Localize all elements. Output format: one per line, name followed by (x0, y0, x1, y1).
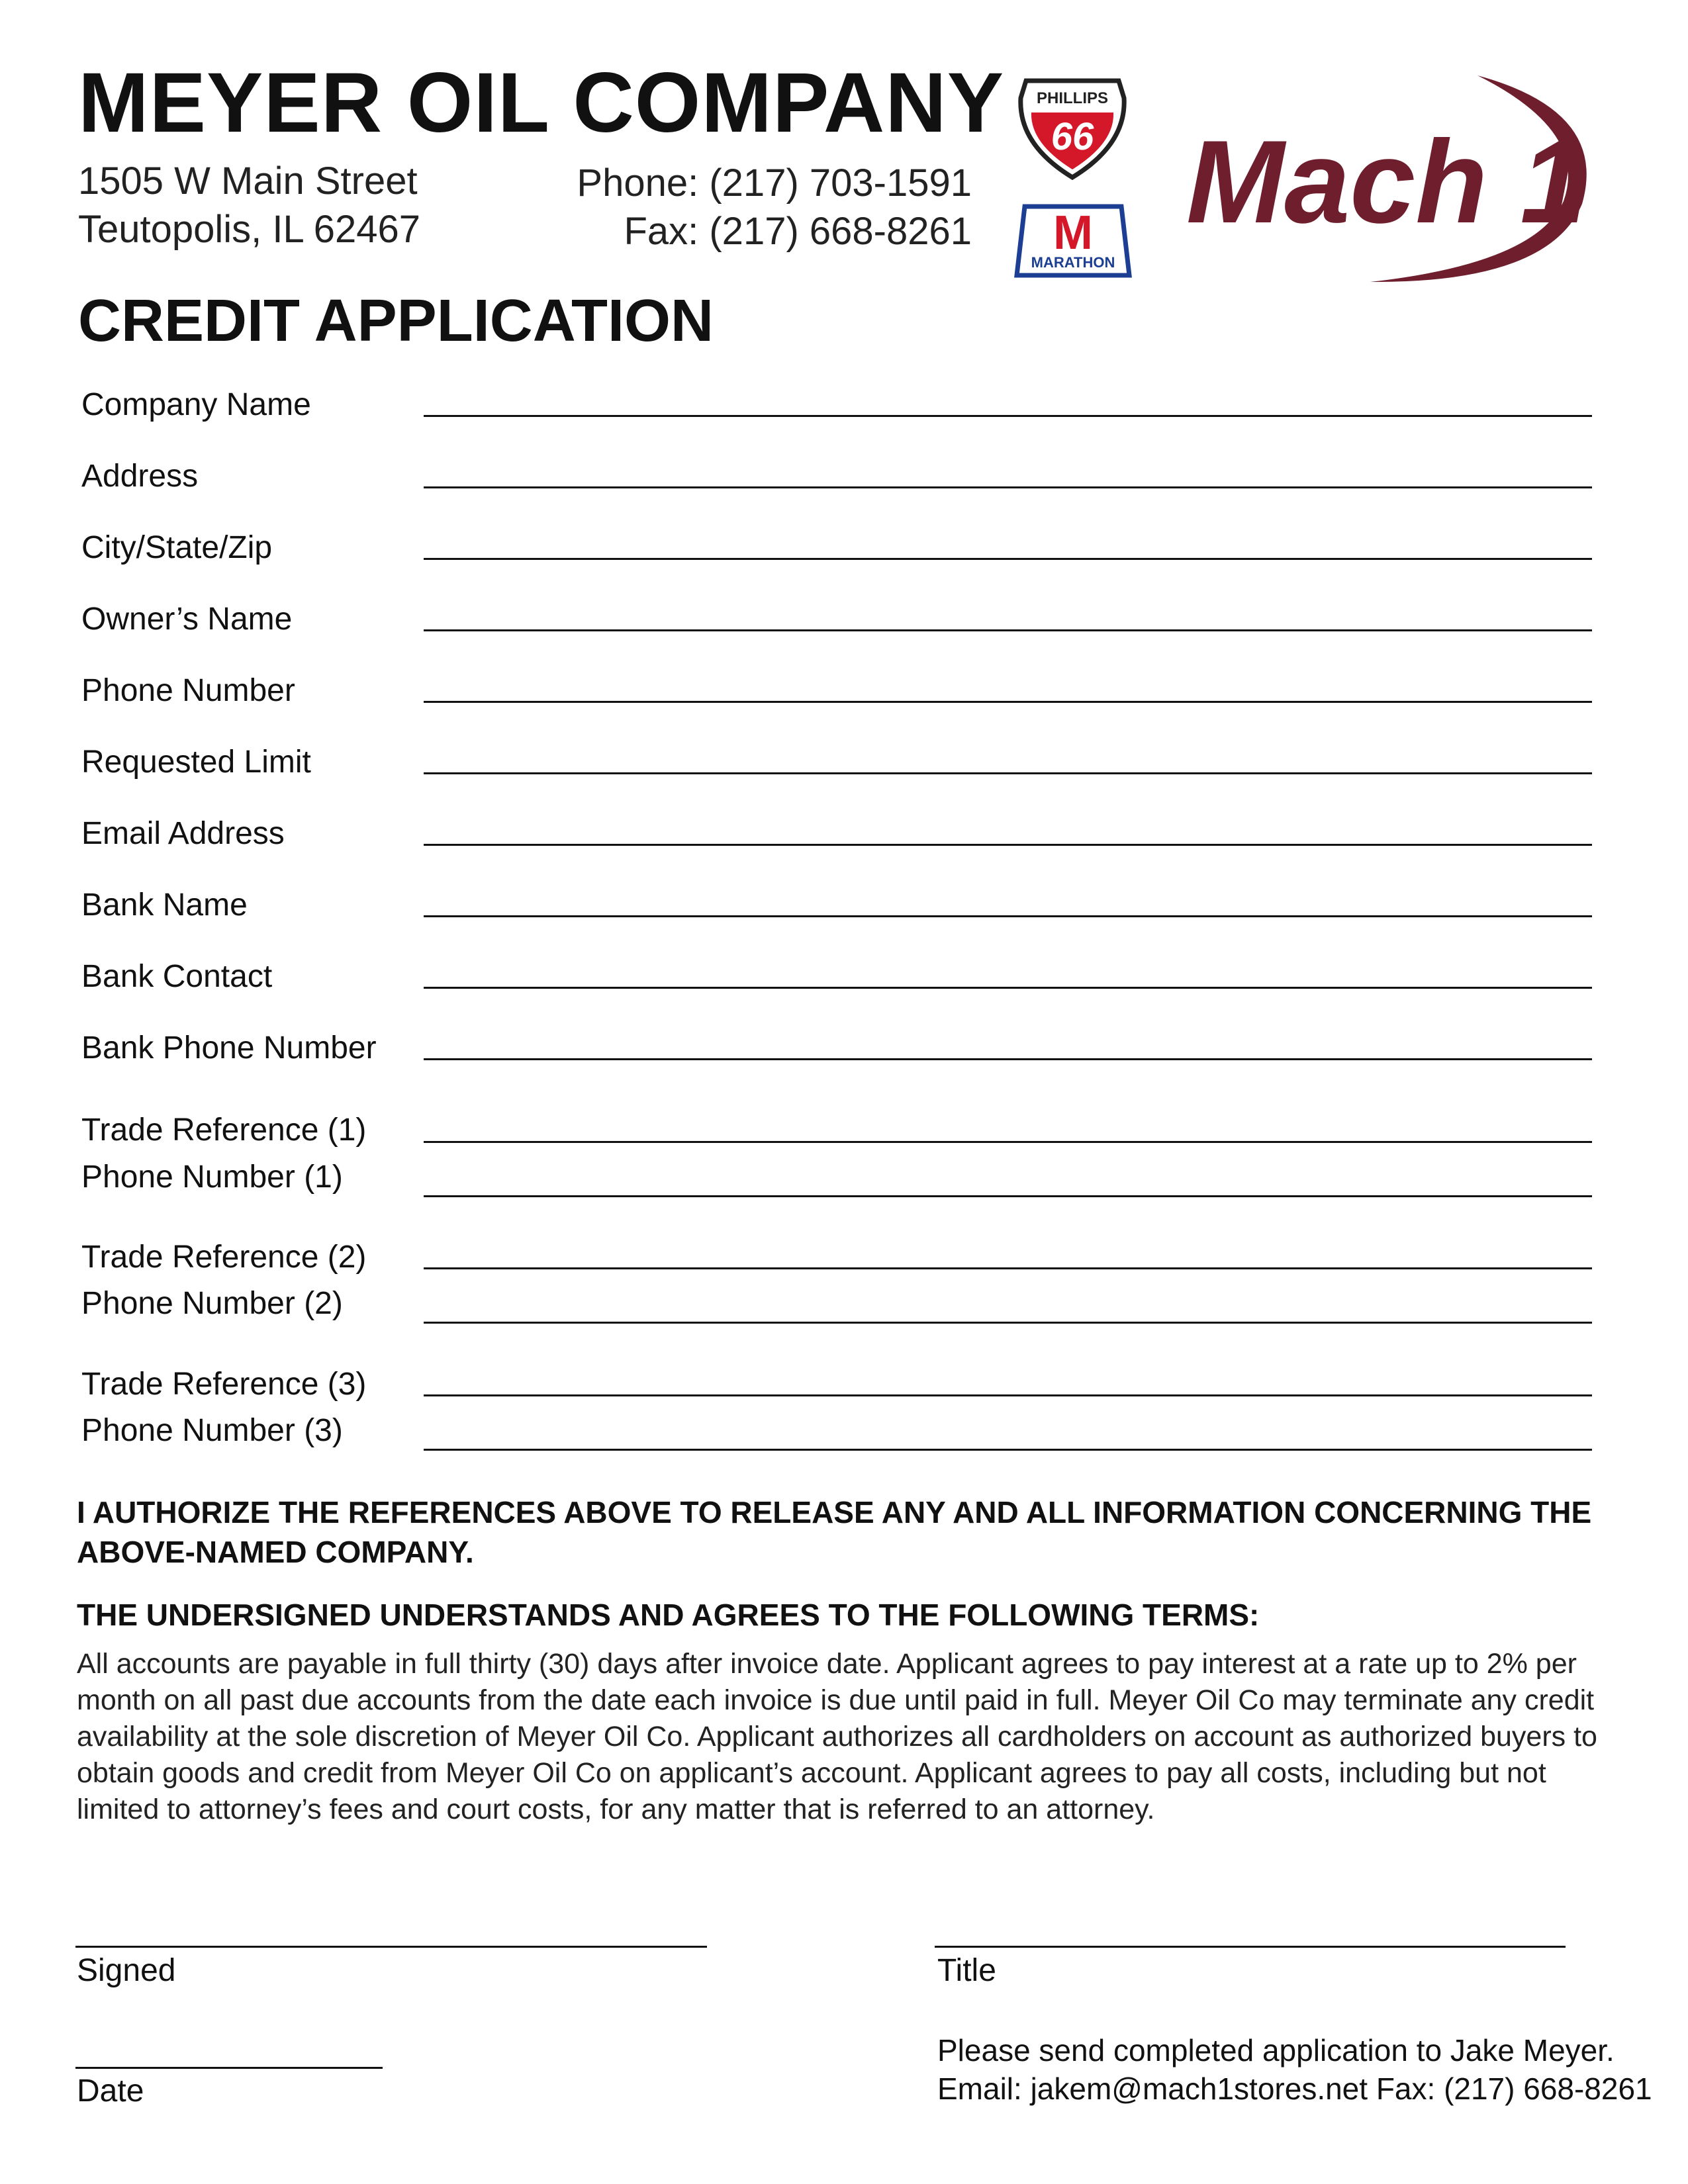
signed-label: Signed (77, 1953, 176, 1988)
field-label-email-address: Email Address (81, 816, 285, 851)
field-line-requested-limit[interactable] (424, 772, 1592, 774)
marathon-logo (1011, 192, 1135, 290)
field-label-trade-reference-2: Trade Reference (2) (81, 1240, 367, 1275)
field-label-bank-contact: Bank Contact (81, 959, 273, 994)
mach1-wordmark: Mach 1 (1186, 116, 1586, 248)
field-line-address[interactable] (424, 486, 1592, 488)
terms-heading: THE UNDERSIGNED UNDERSTANDS AND AGREES TO THE FOLLOWING TERMS: (77, 1598, 1260, 1632)
field-line-trade-reference-1[interactable] (424, 1141, 1592, 1143)
company-phone: Phone: (217) 703-1591 (577, 161, 972, 205)
field-line-company-name[interactable] (424, 415, 1592, 417)
field-label-trade-reference-1: Trade Reference (1) (81, 1113, 367, 1148)
field-line-trade-phone-3[interactable] (424, 1449, 1592, 1451)
field-label-trade-reference-3: Trade Reference (3) (81, 1367, 367, 1402)
field-label-trade-phone-2: Phone Number (2) (81, 1286, 343, 1321)
title-label: Title (937, 1953, 996, 1988)
signed-line[interactable] (75, 1946, 707, 1948)
terms-body: All accounts are payable in full thirty (30) days after invoice date. Applicant agrees to pay interest at a rate up to 2% per month on all past due accounts from the date each invoice is due until paid in full. Meyer Oil Co may terminate any credit availability at the sole discretion of Meyer Oil Co. Applicant authorizes all cardholders on account as authorized buyers to obtain goods and credit from Meyer Oil Co on applicant’s account. Applicant agrees to pay all costs, including but not limited to attorney’s fees and court costs, for any matter that is referred to an attorney. (77, 1648, 1597, 1825)
authorization-statement: I AUTHORIZE THE REFERENCES ABOVE TO RELEASE ANY AND ALL INFORMATION CONCERNING THE ABOVE-NAMED COMPANY. (77, 1495, 1592, 1569)
phillips-66-number: 66 (1051, 115, 1094, 158)
company-fax: Fax: (217) 668-8261 (624, 210, 972, 253)
marathon-name: MARATHON (1031, 254, 1115, 271)
marathon-letter: M (1053, 206, 1093, 259)
title-line[interactable] (935, 1946, 1566, 1948)
phillips-66-top-text: PHILLIPS (1036, 89, 1109, 107)
field-line-bank-phone-number[interactable] (424, 1058, 1592, 1060)
field-label-owners-name: Owner’s Name (81, 602, 293, 637)
field-label-city-state-zip: City/State/Zip (81, 530, 273, 565)
field-line-email-address[interactable] (424, 844, 1592, 846)
address-line-2: Teutopolis, IL 62467 (78, 208, 421, 251)
field-line-city-state-zip[interactable] (424, 558, 1592, 560)
field-label-requested-limit: Requested Limit (81, 745, 311, 780)
address-line-1: 1505 W Main Street (78, 159, 418, 203)
field-label-trade-phone-3: Phone Number (3) (81, 1413, 343, 1448)
document-title: CREDIT APPLICATION (78, 288, 714, 354)
field-line-phone-number[interactable] (424, 701, 1592, 703)
phillips-66-logo (1014, 71, 1131, 184)
field-line-owners-name[interactable] (424, 629, 1592, 631)
field-line-trade-reference-3[interactable] (424, 1394, 1592, 1396)
date-line[interactable] (75, 2067, 383, 2069)
field-label-trade-phone-1: Phone Number (1) (81, 1160, 343, 1195)
send-instructions: Please send completed application to Jake Meyer. (937, 2033, 1615, 2068)
field-label-address: Address (81, 459, 199, 494)
field-label-company-name: Company Name (81, 387, 311, 422)
date-label: Date (77, 2073, 144, 2109)
mach1-logo (1178, 71, 1602, 290)
field-line-trade-phone-1[interactable] (424, 1195, 1592, 1197)
field-label-bank-name: Bank Name (81, 887, 248, 923)
send-email-fax: Email: jakem@mach1stores.net Fax: (217) 668-8261 (937, 2071, 1652, 2106)
field-line-trade-reference-2[interactable] (424, 1267, 1592, 1269)
field-line-trade-phone-2[interactable] (424, 1322, 1592, 1324)
field-line-bank-contact[interactable] (424, 987, 1592, 989)
field-label-bank-phone-number: Bank Phone Number (81, 1030, 377, 1066)
company-name: MEYER OIL COMPANY (78, 56, 1005, 150)
field-line-bank-name[interactable] (424, 915, 1592, 917)
field-label-phone-number: Phone Number (81, 673, 295, 708)
